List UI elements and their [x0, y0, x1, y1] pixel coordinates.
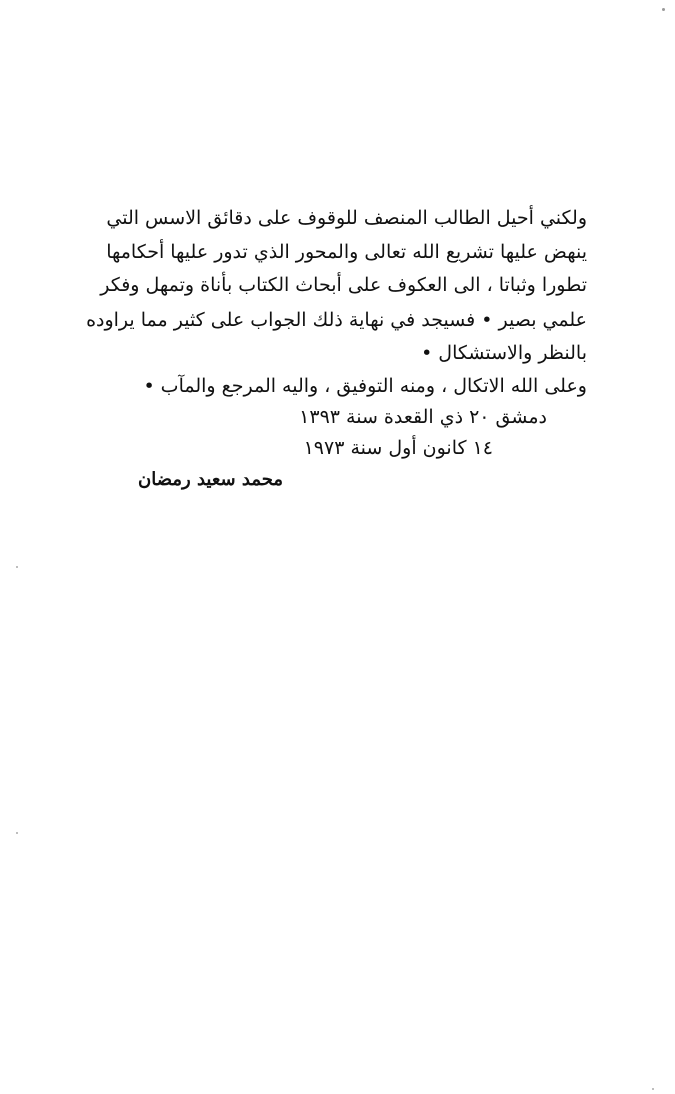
date-hijri: دمشق ٢٠ ذي القعدة سنة ١٣٩٣: [299, 406, 547, 428]
scan-speck: [652, 1088, 654, 1090]
closing-line: وعلى الله الاتكال ، ومنه التوفيق ، واليه المرجع والمآب •: [143, 375, 587, 397]
author-signature: محمد سعيد رمضان: [138, 469, 283, 490]
paragraph-line-5: بالنظر والاستشكال •: [421, 342, 587, 364]
scan-speck: [16, 566, 18, 568]
page-corner-mark: [662, 8, 665, 11]
paragraph-line-2: ينهض عليها تشريع الله تعالى والمحور الذي تدور عليها أحكامها: [106, 241, 587, 263]
date-gregorian: ١٤ كانون أول سنة ١٩٧٣: [303, 437, 493, 459]
paragraph-line-1: ولكني أحيل الطالب المنصف للوقوف على دقائق الاسس التي: [106, 207, 587, 229]
paragraph-line-4: علمي بصير • فسيجد في نهاية ذلك الجواب على كثير مما يراوده: [86, 309, 587, 331]
paragraph-line-3: تطورا وثباتا ، الى العكوف على أبحاث الكتاب بأناة وتمهل وفكر: [100, 274, 587, 296]
scan-speck: [16, 832, 18, 834]
